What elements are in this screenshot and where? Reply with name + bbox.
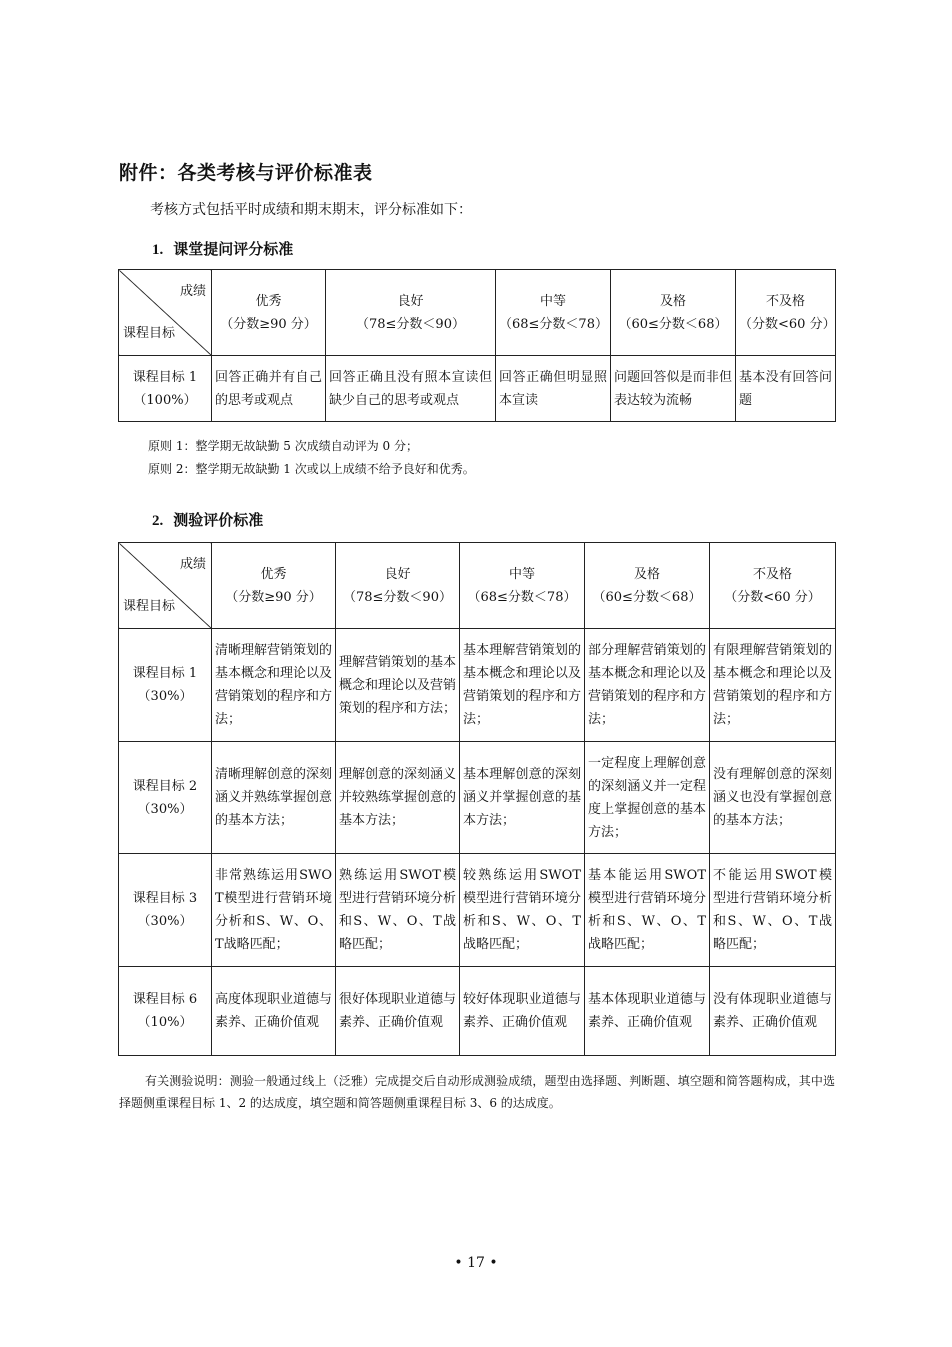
table1-corner-cell (119, 270, 212, 356)
criteria-cell: 理解创意的深刻涵义并较熟练掌握创意的基本方法； (336, 742, 460, 854)
criteria-cell: 不能运用SWOT模型进行营销环境分析和S、W、O、T战略匹配； (710, 854, 836, 967)
criteria-cell: 回答正确并有自己的思考或观点 (212, 356, 326, 422)
page-title: 附件：各类考核与评价标准表 (119, 162, 373, 184)
section2-title: 测验评价标准 (173, 511, 264, 529)
goal-cell: 课程目标 3 （30%） (119, 854, 212, 967)
criteria-cell: 有限理解营销策划的基本概念和理论以及营销策划的程序和方法； (710, 629, 836, 742)
table1-corner-top: 成绩 (179, 284, 206, 299)
criteria-cell: 较熟练运用SWOT模型进行营销环境分析和S、W、O、T战略匹配； (460, 854, 585, 967)
table2-header-cell: 中等 （68≤分数＜78） (460, 543, 585, 629)
goal-cell: 课程目标 1 （30%） (119, 629, 212, 742)
rule-2: 原则 2：整学期无故缺勤 1 次或以上成绩不给予良好和优秀。 (148, 462, 475, 476)
table-row (119, 629, 836, 742)
criteria-cell: 没有理解创意的深刻涵义也没有掌握创意的基本方法； (710, 742, 836, 854)
table1-header-cell: 优秀 （分数≥90 分） (212, 270, 326, 356)
criteria-cell: 很好体现职业道德与素养、正确价值观 (336, 967, 460, 1056)
intro-text: 考核方式包括平时成绩和期末期末，评分标准如下： (150, 202, 472, 218)
goal-cell: 课程目标 2 （30%） (119, 742, 212, 854)
table2-header-cell: 优秀 （分数≥90 分） (212, 543, 336, 629)
criteria-cell: 基本理解创意的深刻涵义并掌握创意的基本方法； (460, 742, 585, 854)
table2-header-cell: 不及格 （分数<60 分） (710, 543, 836, 629)
criteria-cell: 理解营销策划的基本概念和理论以及营销策划的程序和方法； (336, 629, 460, 742)
table2-header-row (119, 543, 836, 629)
table1-corner-bottom: 课程目标 (123, 326, 176, 341)
criteria-cell: 熟练运用SWOT模型进行营销环境分析和S、W、O、T战略匹配； (336, 854, 460, 967)
rule-1: 原则 1：整学期无故缺勤 5 次成绩自动评为 0 分； (148, 439, 418, 453)
quiz-note: 有关测验说明：测验一般通过线上（泛雅）完成提交后自动形成测验成绩，题型由选择题、判断题、填空题和简答题构成，其中选择题侧重课程目标 1、2 的达成度，填空题和简答题侧重课程目标 3、6 的达成度。 (119, 1074, 835, 1110)
criteria-cell: 非常熟练运用SWOT模型进行营销环境分析和S、W、O、T战略匹配； (212, 854, 336, 967)
quiz-evaluation-table (118, 542, 836, 1056)
table2-header-cell: 良好 （78≤分数＜90） (336, 543, 460, 629)
criteria-cell: 没有体现职业道德与素养、正确价值观 (710, 967, 836, 1056)
section2-heading (152, 509, 263, 530)
section1-title: 课堂提问评分标准 (173, 240, 294, 258)
criteria-cell: 较好体现职业道德与素养、正确价值观 (460, 967, 585, 1056)
goal-cell: 课程目标 6 （10%） (119, 967, 212, 1056)
table2-corner-bottom: 课程目标 (123, 599, 176, 614)
class-question-table (118, 269, 836, 422)
table-row (119, 356, 836, 422)
section1-heading (152, 238, 293, 259)
table-row (119, 967, 836, 1056)
table2-corner-top: 成绩 (179, 557, 206, 572)
table2-header-cell: 及格 （60≤分数＜68） (585, 543, 710, 629)
criteria-cell: 基本体现职业道德与素养、正确价值观 (585, 967, 710, 1056)
criteria-cell: 回答正确且没有照本宣读但缺少自己的思考或观点 (326, 356, 496, 422)
page-number: • 17 • (454, 1255, 498, 1271)
criteria-cell: 清晰理解创意的深刻涵义并熟练掌握创意的基本方法； (212, 742, 336, 854)
table1-header-cell: 不及格 （分数<60 分） (736, 270, 836, 356)
criteria-cell: 回答正确但明显照本宣读 (496, 356, 611, 422)
goal-cell: 课程目标 1 （100%） (119, 356, 212, 422)
criteria-cell: 高度体现职业道德与素养、正确价值观 (212, 967, 336, 1056)
criteria-cell: 基本没有回答问题 (736, 356, 836, 422)
criteria-cell: 一定程度上理解创意的深刻涵义并一定程度上掌握创意的基本方法； (585, 742, 710, 854)
table1-header-cell: 良好 （78≤分数＜90） (326, 270, 496, 356)
table1-header-cell: 中等 （68≤分数＜78） (496, 270, 611, 356)
criteria-cell: 问题回答似是而非但表达较为流畅 (611, 356, 736, 422)
criteria-cell: 基本能运用SWOT模型进行营销环境分析和S、W、O、T战略匹配； (585, 854, 710, 967)
criteria-cell: 部分理解营销策划的基本概念和理论以及营销策划的程序和方法； (585, 629, 710, 742)
table1-header-row (119, 270, 836, 356)
table1-header-cell: 及格 （60≤分数＜68） (611, 270, 736, 356)
section2-number: 2. (152, 513, 164, 529)
table-row (119, 742, 836, 854)
table-row (119, 854, 836, 967)
table2-corner-cell (119, 543, 212, 629)
criteria-cell: 基本理解营销策划的基本概念和理论以及营销策划的程序和方法； (460, 629, 585, 742)
section1-number: 1. (152, 242, 164, 258)
criteria-cell: 清晰理解营销策划的基本概念和理论以及营销策划的程序和方法； (212, 629, 336, 742)
